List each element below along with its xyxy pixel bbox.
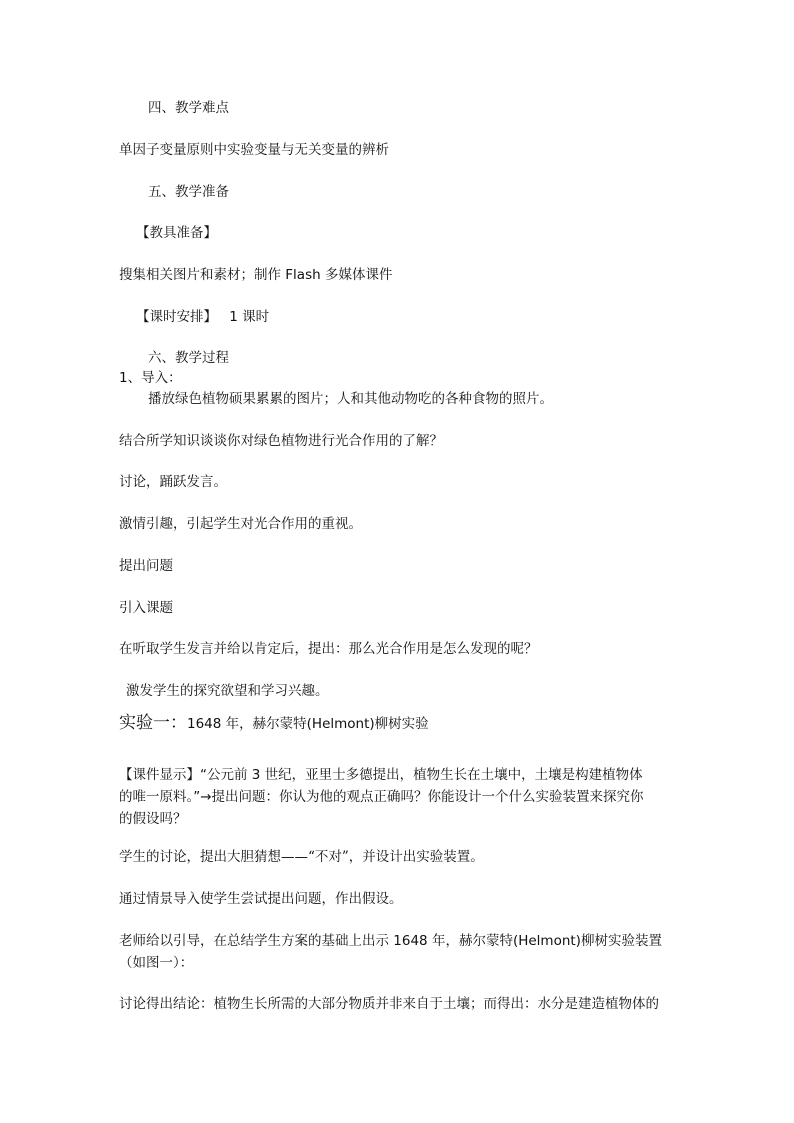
difficulty-heading: 四、教学难点 [148, 100, 229, 116]
courseware-text-1: “公元前 3 世纪，亚里士多德提出，植物生长在土壤中，土壤是构建植物体 [200, 767, 643, 783]
discussion-part-1: 学生的讨论，提出大胆猜想—— [119, 849, 308, 865]
intro-text: 播放绿色植物硕果累累的图片；人和其他动物吃的各种食物的照片。 [148, 391, 553, 407]
courseware-label: 【课件显示】 [119, 767, 200, 783]
intro-number: 1、导入： [119, 370, 182, 386]
paragraph: 激发学生的探究欲望和学习兴趣。 [126, 683, 329, 699]
paragraph: 提出问题 [119, 558, 173, 574]
courseware-line-1 [119, 764, 679, 786]
experiment-heading [119, 712, 679, 735]
paragraph: 结合所学知识谈谈你对绿色植物进行光合作用的了解？ [119, 433, 443, 449]
conclusion-line: 讨论得出结论：植物生长所需的大部分物质并非来自于土壤；而得出：水分是建造植物体的 [119, 996, 659, 1012]
paragraph: 激情引趣，引起学生对光合作用的重视。 [119, 516, 362, 532]
courseware-line-2: 的唯一原料。”→提出问题：你认为他的观点正确吗？你能设计一个什么实验装置来探究你 [119, 789, 644, 805]
tools-text: 搜集相关图片和素材；制作 Flash 多媒体课件 [119, 267, 393, 283]
teacher-line-2: （如图一）： [119, 955, 194, 971]
schedule-label: 【课时安排】 [136, 309, 217, 325]
courseware-line-3: 的假设吗？ [119, 811, 187, 827]
paragraph: 讨论，踊跃发言。 [119, 474, 227, 490]
paragraph: 引入课题 [119, 600, 173, 616]
tools-heading: 【教具准备】 [136, 225, 217, 241]
schedule-line [136, 306, 696, 328]
discussion-part-2: “不对”，并设计出实验装置。 [308, 849, 484, 865]
difficulty-text: 单因子变量原则中实验变量与无关变量的辨析 [119, 142, 389, 158]
teacher-line-1: 老师给以引导，在总结学生方案的基础上出示 1648 年，赫尔蒙特(Helmont)柳树实验装置 [119, 933, 662, 949]
process-heading: 六、教学过程 [148, 350, 229, 366]
experiment-title: 1648 年，赫尔蒙特(Helmont)柳树实验 [187, 716, 429, 732]
paragraph: 通过情景导入使学生尝试提出问题，作出假设。 [119, 891, 403, 907]
prep-heading: 五、教学准备 [148, 184, 229, 200]
paragraph: 在听取学生发言并给以肯定后，提出：那么光合作用是怎么发现的呢？ [119, 641, 538, 657]
discussion-line [119, 846, 679, 868]
experiment-label: 实验一： [119, 713, 187, 733]
schedule-value: 1 课时 [229, 309, 270, 325]
